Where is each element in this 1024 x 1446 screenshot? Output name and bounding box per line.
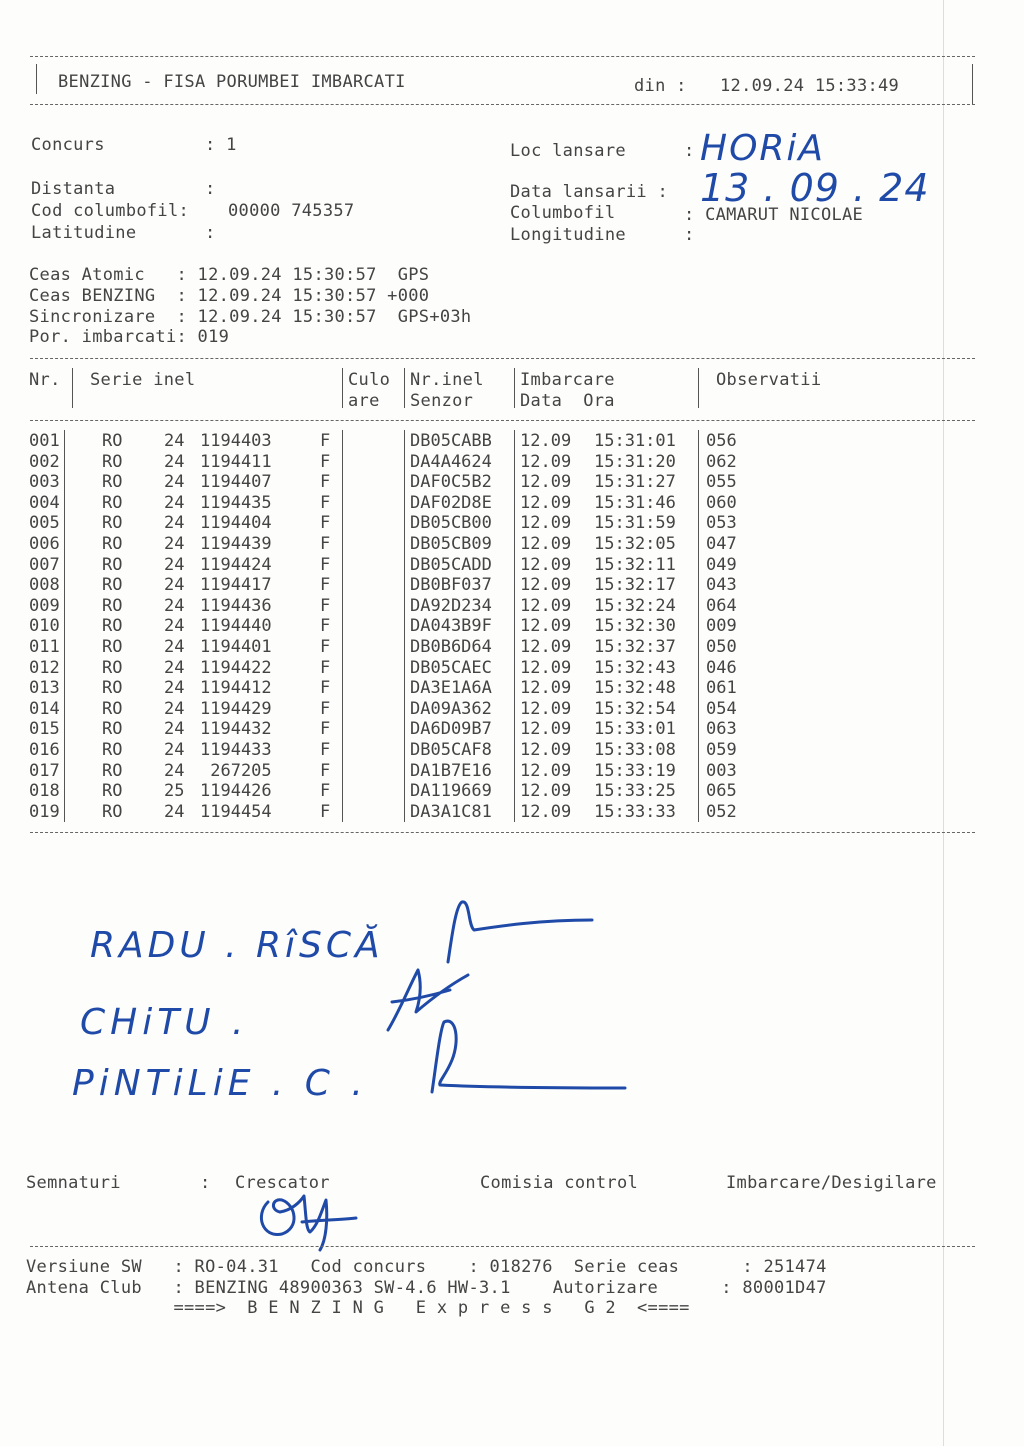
cell-sex: F: [320, 534, 331, 554]
col-header-imbarcare: Imbarcare: [520, 370, 615, 390]
cell-nr: 009: [29, 595, 60, 616]
cell-obs: 054: [706, 698, 737, 719]
latitudine-label: Latitudine: [31, 223, 137, 243]
cell-nr: 019: [29, 801, 60, 822]
cell-obs: 063: [706, 719, 737, 740]
cell-an: 24: [164, 760, 185, 781]
cell-nr: 003: [29, 472, 60, 493]
cell-ora: 15:32:37: [594, 637, 676, 657]
signature-risca: [448, 902, 592, 962]
cell-nr: 011: [29, 637, 60, 657]
cell-nr: 002: [29, 451, 60, 472]
loc-lansare-sep: :: [684, 141, 695, 161]
cell-tara: RO: [102, 657, 123, 678]
cell-obs: 009: [706, 616, 737, 637]
cell-nr: 005: [29, 513, 60, 534]
signature-crescator: [261, 1196, 356, 1250]
printed-date: 12.09.24 15:33:49: [720, 76, 900, 96]
cell-an: 24: [164, 472, 185, 493]
cell-obs: 065: [706, 781, 737, 802]
cell-sex: F: [320, 492, 331, 513]
cell-senzor: DA1B7E16: [410, 760, 492, 781]
col-header-senzor: Senzor: [410, 391, 474, 411]
cell-an: 24: [164, 740, 185, 760]
cell-an: 24: [164, 451, 185, 472]
cell-senzor: DB05CADD: [410, 554, 492, 575]
cell-inel: 1194422: [200, 657, 272, 678]
cell-nr: 007: [29, 554, 60, 575]
loc-lansare-label: Loc lansare: [510, 141, 626, 161]
cell-inel: 1194440: [200, 616, 272, 637]
cell-data: 12.09: [520, 781, 572, 802]
footer-line-1: Versiune SW : RO-04.31 Cod concurs : 018276 Serie ceas : 251474: [26, 1257, 827, 1277]
cell-an: 24: [164, 719, 185, 740]
cell-data: 12.09: [520, 657, 572, 678]
cell-obs: 046: [706, 657, 737, 678]
cell-tara: RO: [102, 554, 123, 575]
cell-sex: F: [320, 575, 331, 596]
cell-inel: 1194429: [200, 698, 272, 719]
cell-inel: 1194435: [200, 492, 272, 513]
cell-sex: F: [320, 760, 331, 781]
cell-ora: 15:32:54: [594, 698, 676, 719]
cell-nr: 001: [29, 431, 60, 451]
cell-nr: 016: [29, 740, 60, 760]
cell-inel: 1194432: [200, 719, 272, 740]
cell-obs: 003: [706, 760, 737, 781]
cell-tara: RO: [102, 431, 123, 451]
cell-inel: 1194433: [200, 740, 272, 760]
cell-sex: F: [320, 431, 331, 451]
cell-data: 12.09: [520, 616, 572, 637]
cell-senzor: DB05CB09: [410, 534, 492, 554]
cell-senzor: DA09A362: [410, 698, 492, 719]
col-header-are: are: [348, 391, 380, 411]
cell-an: 24: [164, 431, 185, 451]
cell-ora: 15:32:48: [594, 678, 676, 699]
cell-inel: 1194417: [200, 575, 272, 596]
cell-data: 12.09: [520, 534, 572, 554]
cell-inel: 267205: [200, 760, 272, 781]
cell-tara: RO: [102, 637, 123, 657]
cell-inel: 1194412: [200, 678, 272, 699]
cell-nr: 010: [29, 616, 60, 637]
distanta-label: Distanta: [31, 179, 116, 199]
col-header-serie: Serie inel: [90, 370, 196, 390]
cell-inel: 1194403: [200, 431, 272, 451]
handwritten-name-1: RADU . RîSCĂ: [90, 925, 384, 966]
handwritten-loc: HORiA: [700, 128, 826, 169]
cell-inel: 1194426: [200, 781, 272, 802]
cell-nr: 004: [29, 492, 60, 513]
cell-obs: 061: [706, 678, 737, 699]
cell-nr: 012: [29, 657, 60, 678]
signature-pintilie: [432, 1021, 625, 1092]
cell-ora: 15:31:27: [594, 472, 676, 493]
cell-an: 24: [164, 801, 185, 822]
cell-nr: 008: [29, 575, 60, 596]
cell-obs: 053: [706, 513, 737, 534]
imbarcare-desigilare-label: Imbarcare/Desigilare: [726, 1173, 937, 1193]
cell-sex: F: [320, 513, 331, 534]
cell-tara: RO: [102, 492, 123, 513]
col-header-nrinel: Nr.inel: [410, 370, 484, 390]
cell-nr: 015: [29, 719, 60, 740]
cell-an: 24: [164, 554, 185, 575]
longitudine-label: Longitudine: [510, 225, 626, 245]
cell-an: 24: [164, 575, 185, 596]
cell-obs: 049: [706, 554, 737, 575]
cell-ora: 15:31:59: [594, 513, 676, 534]
cell-tara: RO: [102, 698, 123, 719]
latitudine-value: :: [205, 223, 216, 243]
cell-senzor: DA4A4624: [410, 451, 492, 472]
cell-ora: 15:33:25: [594, 781, 676, 802]
printed-date-label: din :: [634, 76, 687, 96]
cell-inel: 1194424: [200, 554, 272, 575]
cell-senzor: DA119669: [410, 781, 492, 802]
cell-data: 12.09: [520, 451, 572, 472]
cell-sex: F: [320, 616, 331, 637]
cell-an: 24: [164, 678, 185, 699]
cell-sex: F: [320, 554, 331, 575]
cell-data: 12.09: [520, 492, 572, 513]
cell-tara: RO: [102, 801, 123, 822]
cell-obs: 060: [706, 492, 737, 513]
concurs-value: : 1: [205, 135, 237, 155]
cell-ora: 15:32:05: [594, 534, 676, 554]
cell-sex: F: [320, 801, 331, 822]
cell-senzor: DB0B6D64: [410, 637, 492, 657]
cell-ora: 15:33:01: [594, 719, 676, 740]
cell-data: 12.09: [520, 431, 572, 451]
distanta-value: :: [205, 179, 216, 199]
footer-line-2: Antena Club : BENZING 48900363 SW-4.6 HW-3.1 Autorizare : 80001D47: [26, 1278, 827, 1298]
cell-data: 12.09: [520, 760, 572, 781]
col-header-nr: Nr.: [29, 370, 61, 390]
cell-obs: 055: [706, 472, 737, 493]
signature-chitu: [388, 970, 468, 1030]
cell-senzor: DB0BF037: [410, 575, 492, 596]
cell-data: 12.09: [520, 513, 572, 534]
document-title: BENZING - FISA PORUMBEI IMBARCATI: [58, 72, 406, 92]
cell-sex: F: [320, 657, 331, 678]
cell-ora: 15:33:08: [594, 740, 676, 760]
cell-obs: 064: [706, 595, 737, 616]
cell-nr: 006: [29, 534, 60, 554]
cell-tara: RO: [102, 534, 123, 554]
cell-an: 24: [164, 657, 185, 678]
col-header-observatii: Observatii: [716, 370, 822, 390]
cell-obs: 062: [706, 451, 737, 472]
cell-obs: 043: [706, 575, 737, 596]
cell-sex: F: [320, 451, 331, 472]
cell-tara: RO: [102, 781, 123, 802]
cell-obs: 052: [706, 801, 737, 822]
cell-ora: 15:32:30: [594, 616, 676, 637]
cell-tara: RO: [102, 513, 123, 534]
cell-nr: 017: [29, 760, 60, 781]
data-lansarii-label: Data lansarii :: [510, 182, 669, 202]
cell-senzor: DA92D234: [410, 595, 492, 616]
cell-senzor: DA3A1C81: [410, 801, 492, 822]
concurs-label: Concurs: [31, 135, 105, 155]
cell-ora: 15:31:20: [594, 451, 676, 472]
cell-data: 12.09: [520, 740, 572, 760]
cod-columbofil-value: 00000 745357: [228, 201, 355, 221]
cell-obs: 047: [706, 534, 737, 554]
cell-data: 12.09: [520, 801, 572, 822]
cell-tara: RO: [102, 575, 123, 596]
cell-inel: 1194401: [200, 637, 272, 657]
cell-data: 12.09: [520, 678, 572, 699]
cell-tara: RO: [102, 760, 123, 781]
divider: [30, 1246, 975, 1247]
cell-senzor: DB05CAF8: [410, 740, 492, 760]
cell-an: 25: [164, 781, 185, 802]
cell-ora: 15:33:19: [594, 760, 676, 781]
footer-line-3: ====> B E N Z I N G E x p r e s s G 2 <====: [26, 1298, 690, 1318]
cell-obs: 050: [706, 637, 737, 657]
cell-obs: 056: [706, 431, 737, 451]
cell-senzor: DB05CAEC: [410, 657, 492, 678]
cell-ora: 15:32:43: [594, 657, 676, 678]
cell-sex: F: [320, 472, 331, 493]
semnaturi-sep: :: [200, 1173, 211, 1193]
cell-an: 24: [164, 595, 185, 616]
cell-inel: 1194404: [200, 513, 272, 534]
cell-ora: 15:31:46: [594, 492, 676, 513]
cell-nr: 018: [29, 781, 60, 802]
cell-tara: RO: [102, 451, 123, 472]
cell-sex: F: [320, 719, 331, 740]
cod-columbofil-label: Cod columbofil:: [31, 201, 190, 221]
cell-an: 24: [164, 534, 185, 554]
semnaturi-label: Semnaturi: [26, 1173, 121, 1193]
cell-tara: RO: [102, 616, 123, 637]
cell-an: 24: [164, 492, 185, 513]
cell-ora: 15:32:17: [594, 575, 676, 596]
cell-obs: 059: [706, 740, 737, 760]
crescator-label: Crescator: [235, 1173, 330, 1193]
cell-an: 24: [164, 637, 185, 657]
cell-inel: 1194411: [200, 451, 272, 472]
cell-tara: RO: [102, 678, 123, 699]
cell-an: 24: [164, 513, 185, 534]
handwritten-name-2: CHiTU .: [80, 1002, 249, 1043]
cell-senzor: DA3E1A6A: [410, 678, 492, 699]
handwritten-date: 13 . 09 . 24: [700, 166, 930, 210]
cell-tara: RO: [102, 719, 123, 740]
comisia-label: Comisia control: [480, 1173, 639, 1193]
cell-sex: F: [320, 637, 331, 657]
cell-tara: RO: [102, 472, 123, 493]
cell-an: 24: [164, 698, 185, 719]
handwritten-name-3: PiNTiLiE . C .: [72, 1063, 368, 1104]
cell-nr: 013: [29, 678, 60, 699]
cell-sex: F: [320, 781, 331, 802]
cell-inel: 1194439: [200, 534, 272, 554]
columbofil-value: : CAMARUT NICOLAE: [684, 205, 864, 225]
cell-ora: 15:33:33: [594, 801, 676, 822]
cell-senzor: DB05CB00: [410, 513, 492, 534]
cell-tara: RO: [102, 595, 123, 616]
cell-an: 24: [164, 616, 185, 637]
cell-ora: 15:31:01: [594, 431, 676, 451]
cell-data: 12.09: [520, 637, 572, 657]
cell-sex: F: [320, 678, 331, 699]
ceas-benzing: Ceas BENZING : 12.09.24 15:30:57 +000: [29, 286, 430, 306]
longitudine-value: :: [684, 225, 695, 245]
cell-tara: RO: [102, 740, 123, 760]
cell-senzor: DAF0C5B2: [410, 472, 492, 493]
cell-data: 12.09: [520, 554, 572, 575]
cell-inel: 1194454: [200, 801, 272, 822]
cell-ora: 15:32:24: [594, 595, 676, 616]
cell-senzor: DB05CABB: [410, 431, 492, 451]
cell-senzor: DA6D09B7: [410, 719, 492, 740]
ceas-atomic: Ceas Atomic : 12.09.24 15:30:57 GPS: [29, 265, 430, 285]
cell-sex: F: [320, 740, 331, 760]
col-header-culo: Culo: [348, 370, 391, 390]
cell-senzor: DAF02D8E: [410, 492, 492, 513]
cell-data: 12.09: [520, 575, 572, 596]
cell-sex: F: [320, 698, 331, 719]
col-header-data-ora: Data Ora: [520, 391, 615, 411]
columbofil-label: Columbofil: [510, 203, 616, 223]
cell-sex: F: [320, 595, 331, 616]
cell-ora: 15:32:11: [594, 554, 676, 575]
cell-data: 12.09: [520, 595, 572, 616]
porumbei-imbarcati: Por. imbarcati: 019: [29, 327, 230, 347]
cell-senzor: DA043B9F: [410, 616, 492, 637]
cell-nr: 014: [29, 698, 60, 719]
cell-data: 12.09: [520, 698, 572, 719]
cell-inel: 1194407: [200, 472, 272, 493]
sincronizare: Sincronizare : 12.09.24 15:30:57 GPS+03h: [29, 307, 472, 327]
cell-data: 12.09: [520, 719, 572, 740]
cell-data: 12.09: [520, 472, 572, 493]
cell-inel: 1194436: [200, 595, 272, 616]
